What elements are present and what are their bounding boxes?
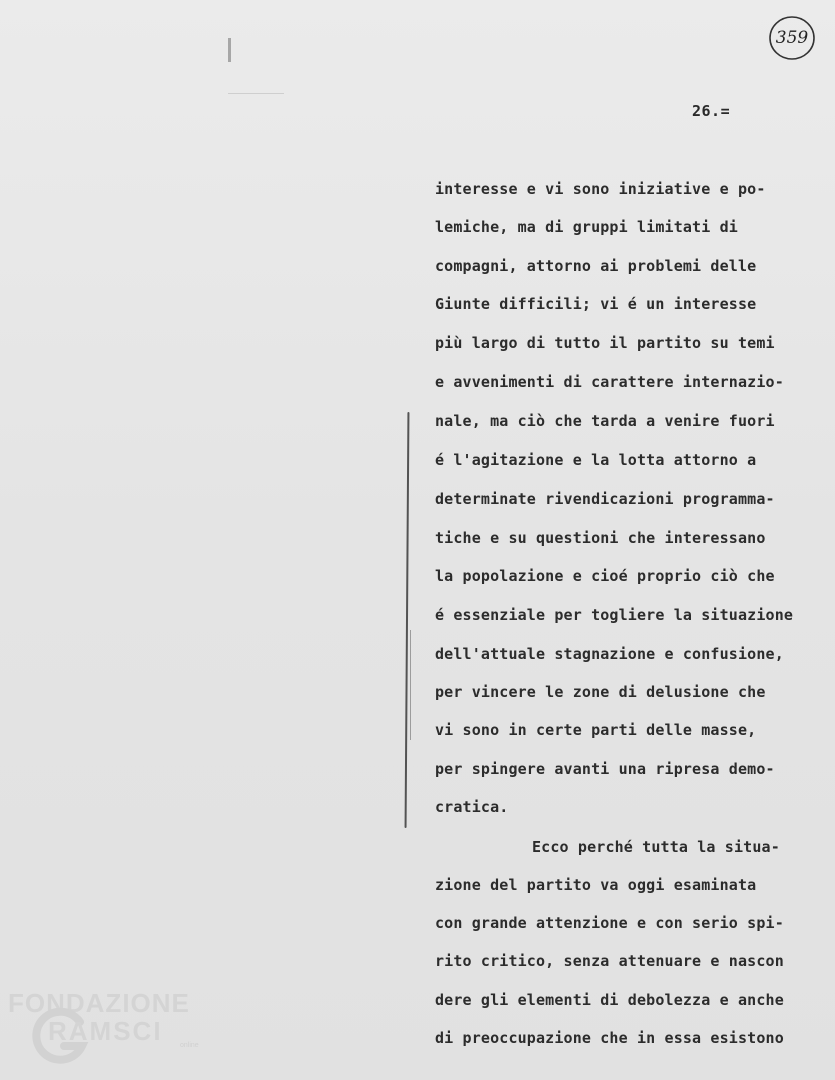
text-line: dere gli elementi di debolezza e anche: [435, 991, 784, 1009]
text-line: Ecco perché tutta la situa-: [532, 838, 780, 856]
text-line: vi sono in certe parti delle masse,: [435, 721, 757, 739]
fondazione-gramsci-watermark: [8, 988, 208, 1068]
text-line: zione del partito va oggi esaminata: [435, 876, 757, 894]
text-line: determinate rivendicazioni programma-: [435, 490, 775, 508]
margin-marker-line-secondary: [410, 630, 411, 740]
text-line: e avvenimenti di carattere internazio-: [435, 373, 784, 391]
page-stamp: [768, 14, 816, 62]
margin-marker-line: [405, 412, 410, 828]
text-line: più largo di tutto il partito su temi: [435, 334, 775, 352]
text-line: rito critico, senza attenuare e nascon: [435, 952, 784, 970]
watermark-line-1: FONDAZIONE: [8, 988, 190, 1018]
page-stamp-number: 359: [775, 28, 809, 48]
text-line: é l'agitazione e la lotta attorno a: [435, 451, 757, 469]
text-line: lemiche, ma di gruppi limitati di: [435, 218, 738, 236]
page-number: 26.=: [692, 102, 731, 120]
text-line: nale, ma ciò che tarda a venire fuori: [435, 412, 775, 430]
text-line: interesse e vi sono iniziative e po-: [435, 180, 766, 198]
text-line: con grande attenzione e con serio spi-: [435, 914, 784, 932]
text-line: la popolazione e cioé proprio ciò che: [435, 567, 775, 585]
text-line: cratica.: [435, 798, 509, 816]
text-line: compagni, attorno ai problemi delle: [435, 257, 757, 275]
text-line: tiche e su questioni che interessano: [435, 529, 766, 547]
watermark-small-text: online: [180, 1042, 199, 1049]
text-line: per vincere le zone di delusione che: [435, 683, 766, 701]
watermark-line-2: RAMSCI: [48, 1016, 163, 1046]
text-line: Giunte difficili; vi é un interesse: [435, 295, 757, 313]
text-line: dell'attuale stagnazione e confusione,: [435, 645, 784, 663]
faint-rule: [228, 93, 284, 94]
pencil-tick-mark: [228, 38, 231, 62]
text-line: di preoccupazione che in essa esistono: [435, 1029, 784, 1047]
text-line: é essenziale per togliere la situazione: [435, 606, 794, 624]
text-line: per spingere avanti una ripresa demo-: [435, 760, 775, 778]
